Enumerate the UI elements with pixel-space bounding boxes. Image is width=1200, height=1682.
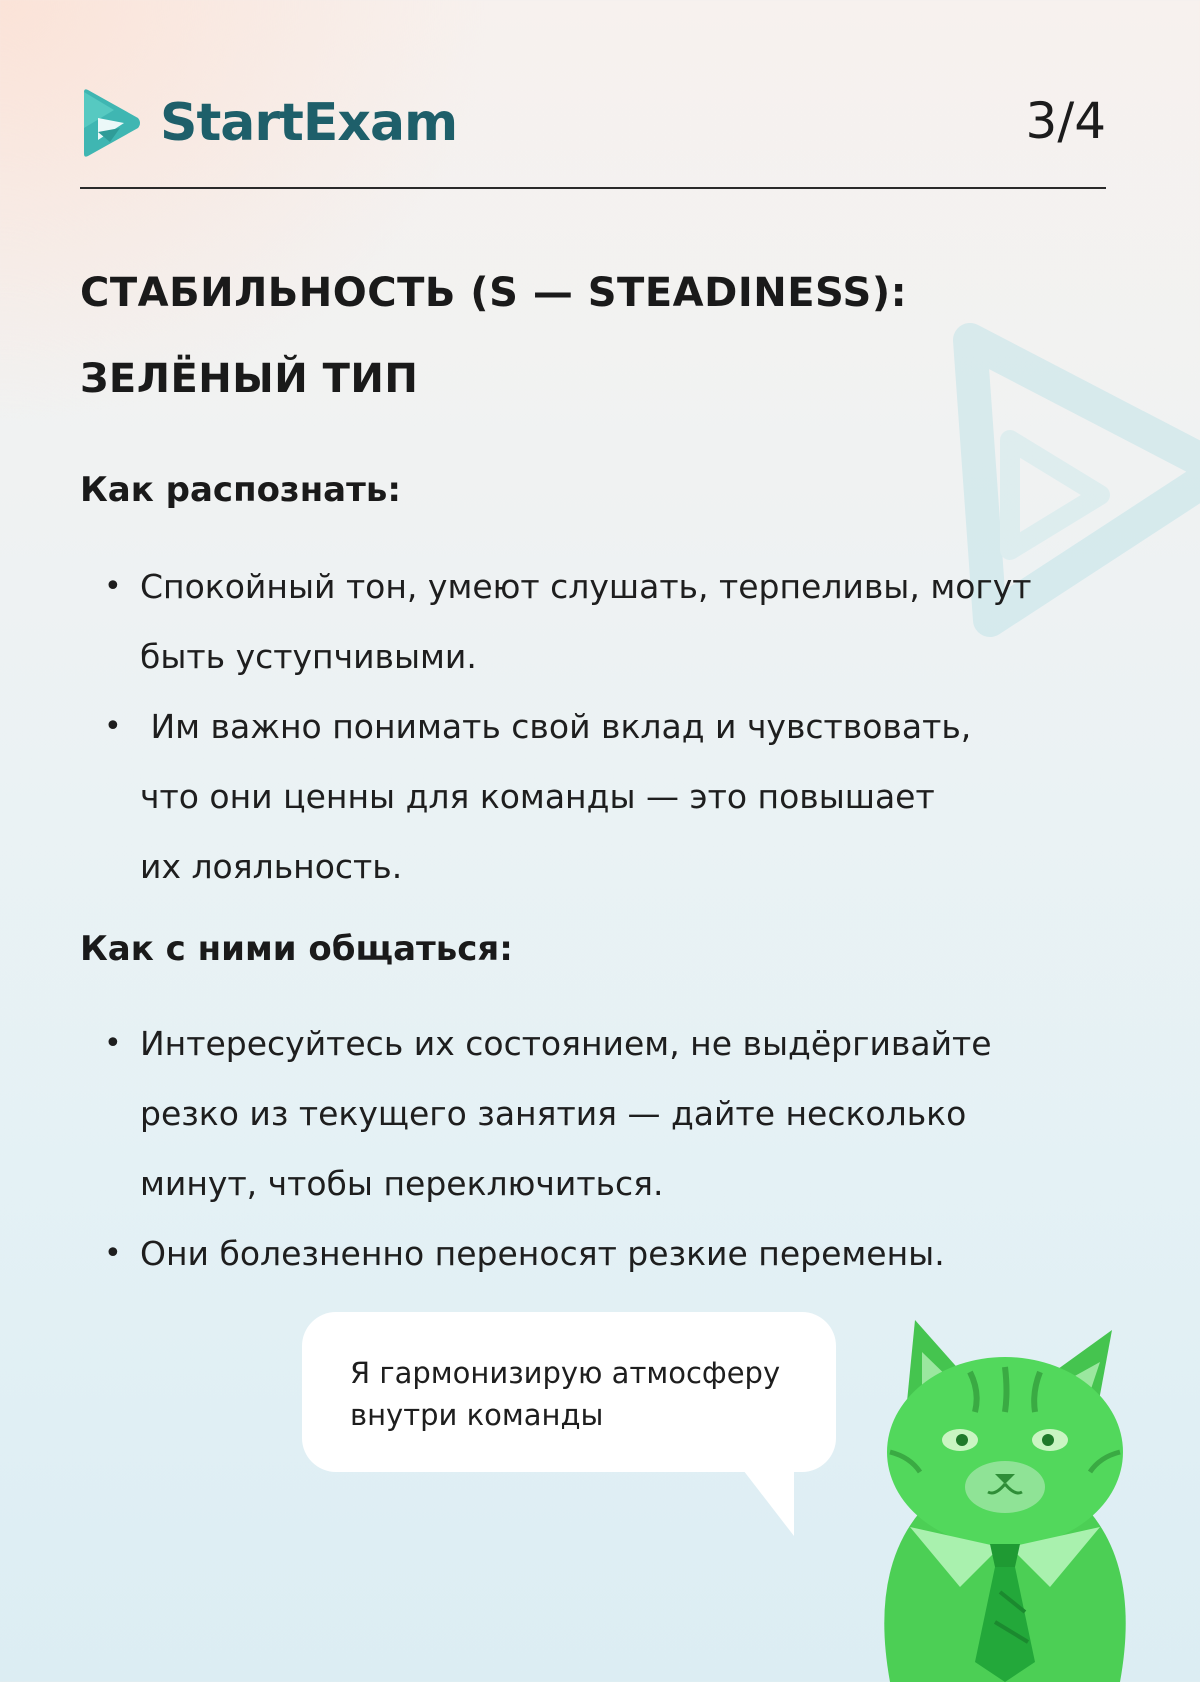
list-item [80,692,1120,902]
list-item-line: что они ценны для команды — это повышает [140,777,935,816]
list-item [80,1009,1120,1219]
list-item-line: быть уступчивыми. [140,637,477,676]
title-line-1: СТАБИЛЬНОСТЬ (S — STEADINESS): [80,270,908,316]
header [80,88,1106,188]
communicate-list [80,1009,1120,1289]
list-item-line: Им важно понимать свой вклад и чувствовать, [140,707,972,746]
list-item-line: Спокойный тон, умеют слушать, терпеливы, могут [140,567,1032,606]
speech-bubble [302,1312,836,1472]
bullet-icon: • [104,709,122,744]
list-item-line: резко из текущего занятия — дайте несколько [140,1094,967,1133]
bullet-icon: • [104,1026,122,1061]
list-item-line: минут, чтобы переключиться. [140,1164,664,1203]
title-line-2: ЗЕЛЁНЫЙ ТИП [80,356,419,402]
list-item-line: их лояльность. [140,847,403,886]
brand-logo[interactable] [80,88,457,158]
startexam-logo-icon [80,88,142,158]
header-divider [80,187,1106,189]
list-item [80,552,1120,692]
speech-bubble-text [350,1352,780,1436]
page-title [80,250,1080,422]
recognize-section [80,470,1120,902]
speech-line-2: внутри команды [350,1398,604,1432]
list-item-line: Интересуйтесь их состоянием, не выдёргивайте [140,1024,992,1063]
green-cat-illustration [850,1312,1150,1682]
speech-bubble-tail-icon [740,1466,800,1538]
page-indicator: 3/4 [1025,92,1106,150]
brand-name: StartExam [160,93,458,153]
recognize-list [80,552,1120,902]
recognize-heading: Как распознать: [80,470,401,510]
communicate-section [80,929,1120,1289]
list-item [80,1219,1120,1289]
communicate-heading: Как с ними общаться: [80,929,513,969]
list-item-line: Они болезненно переносят резкие перемены. [140,1234,945,1273]
bullet-icon: • [104,1236,122,1271]
bullet-icon: • [104,569,122,604]
speech-line-1: Я гармонизирую атмосферу [350,1356,781,1390]
